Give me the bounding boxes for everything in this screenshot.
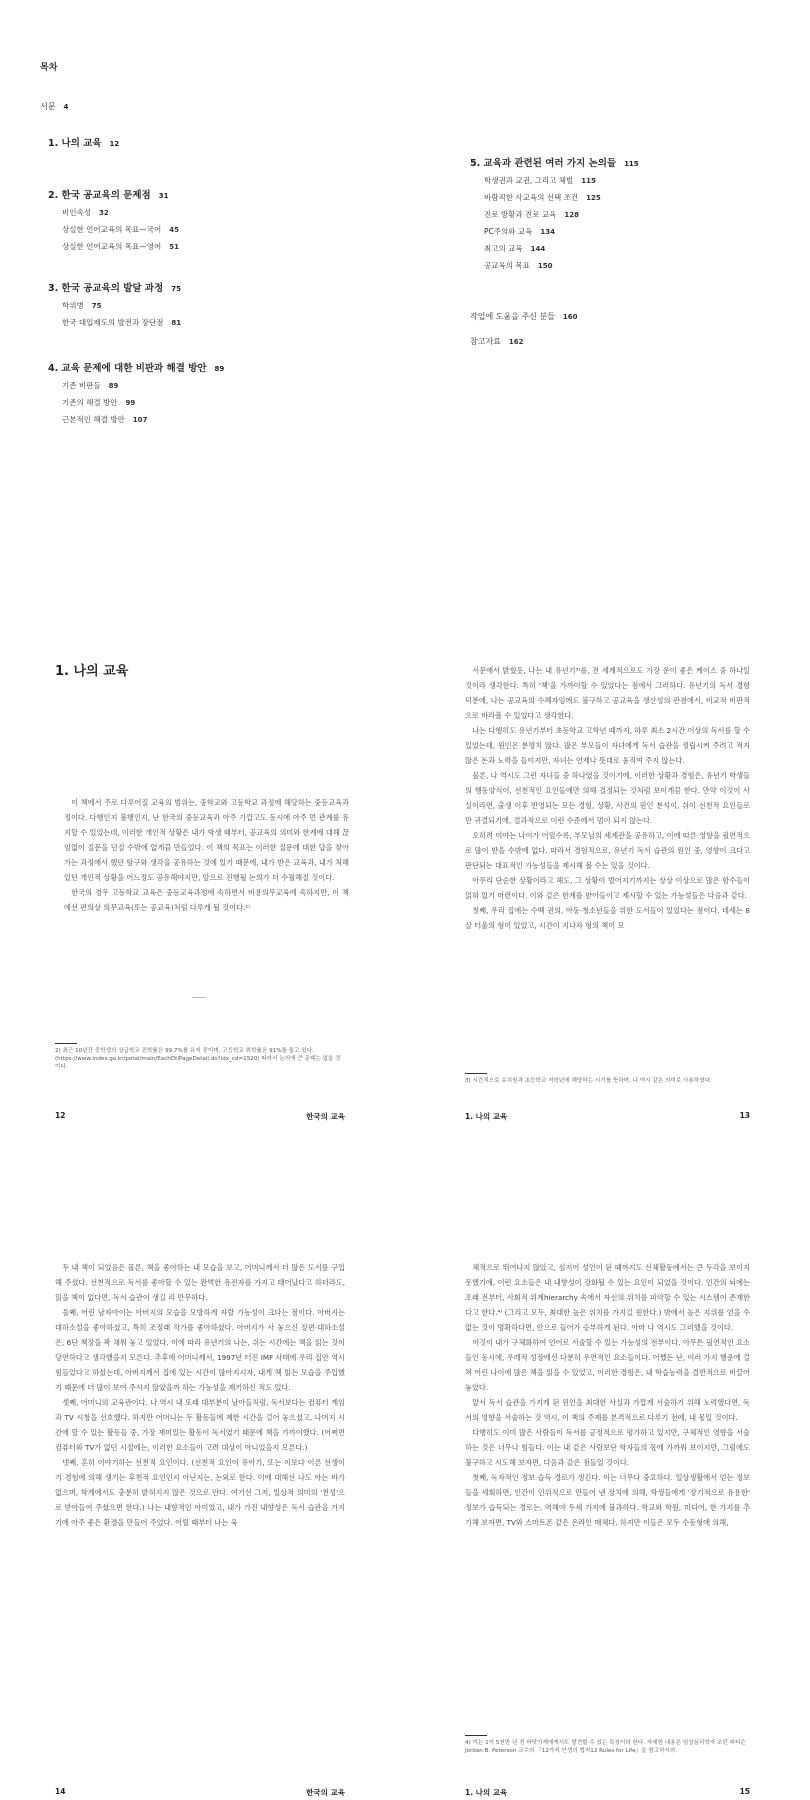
footnote: 3) 시간적으로 유치원과 초등학교 저학년에 해당하는 시기를 뜻하며, 나 역시 같은 의미로 사용하였다. — [465, 1078, 712, 1084]
footnote: 2) 최근 10년간 중학생의 상급학교 진학률은 99.7%를 유지 중이며, 고등학교 취학률은 91%를 돌고 있다. (https://www.index.go.kr/potal/main/EachDtlPageDetail.do?idx_cd=1520) 따라서 논의에 큰 문제는 없을 것이다. — [55, 1048, 341, 1070]
paragraph: 셋째, 어머니의 교육관이다. 나 역시 내 또래 대부분이 남아들처럼, 독서보다는 컴퓨터 게임과 TV 시청을 선호했다. 하지만 어머니는 두 활동들에 제한 시간을 걸어 놓으셨고, 나머지 시간에 할 수 있는 활동들 중, 가장 재미있는 활동이 독서였기 때문에 책을 가까이했다. (어쩌면 컴퓨터와 TV가 없던 시절에는, 이러한 요소들이 고려 대상이 아니었을지 모른다.) — [55, 1398, 345, 1452]
footnote-rule — [465, 1073, 487, 1074]
section-divider — [192, 997, 206, 998]
paragraph: 이것이 내가 구체화하여 언어로 서술할 수 있는 가능성의 전부이다. 아무튼 필연적인 요소들인 동시에, 우례적 성장에선 다분히 우연적인 요소들이다. 어쨌든 난, 이러 가지 행운에 걸쳐 어린 나이에 많은 책을 읽을 수 있었고, 이러한 경험은, 내 학습능력을 결반적으로 비끌어 놓았다. — [465, 1338, 750, 1392]
toc-chapter-title: 5. 교육과 관련된 여러 가지 논의들 — [470, 158, 617, 169]
paragraph: 첫째, 우리 집에는 수백 권의, 아동·청소년들을 위한 도서들이 있었다는 점이다. 네세는 8살 터울의 형이 있었고, 시간이 지나자 형의 책이 모 — [465, 906, 750, 930]
toc-section[interactable]: 상실한 언어교육의 목표—영어 51 — [62, 242, 179, 251]
running-title: 1. 나의 교육 — [465, 1112, 508, 1121]
toc-page-number: 4 — [63, 103, 69, 111]
toc-section[interactable]: 상실한 언어교육의 목표—국어 45 — [62, 225, 179, 234]
toc-section[interactable]: 진로 방황과 진로 교육 128 — [484, 210, 579, 219]
toc-left-column — [48, 135, 224, 455]
footnote-rule — [55, 1043, 77, 1044]
toc-page-number: 75 — [171, 285, 181, 293]
page-body — [465, 1260, 750, 1530]
paragraph: 넷째, 흔히 이야기하는 선천적 요인이다. (선천적 요인이 유아기, 또는 이보다 이른 선생이기 경험에 의해 생기는 후천적 요인인지 아닌지는, 논외로 한다. 이에 대해선 나도 아는 바가 없으며, 학계에서도 충분히 밝혀지지 않은 것으로 안다. 여기선 그저, 일상적 의미의 '천성'으로 받아들여 주셨으면 한다.) 나는 내향적인 아이였고, 내가 가진 내향성은 독서 습관을 가지기에 아주 좋은 환경을 만들어 주었다. 어릴 때부터 나는 육 — [55, 1458, 345, 1527]
toc-extra-references[interactable]: 참고자료 162 — [470, 337, 524, 346]
paragraph: 체적으로 뛰어나지 않았고, 심지어 성인이 된 때까지도 신체활동에서는 큰 두각을 보이지 못했기에, 이런 요소들은 내 내향성이 강화될 수 있는 요인이 되었을 것이다. 인간의 뇌에는 오래 전부터, 사회적 위계hierarchy 속에서 자신의 위치를 파악할 수 있는 시스템이 존재한다고 한다.⁴⁾ (그리고 모두, 최대한 높은 위치를 가지길 원한다.) 밖에서 높은 지위를 얻을 수 없는 것이 명확하다면, 안으로 들어가 승부하게 된다. 아마 나 역시도 그러했을 것이다. — [465, 1263, 750, 1332]
toc-section[interactable]: 비인속성 32 — [62, 208, 109, 217]
toc-extra-acknowledgements[interactable]: 작업에 도움을 주신 분들 160 — [470, 312, 578, 321]
toc-section[interactable]: 최고의 교육 144 — [484, 244, 546, 253]
page-number: 12 — [55, 1111, 66, 1120]
page-12 — [0, 660, 405, 1121]
paragraph: 앞서 독서 습관을 가지게 된 원인을 최대한 사실과 가깝게 서술하기 위해 노력했다면, 독서의 영향을 서술하는 것 역시, 이 책의 주제를 본격적으로 다루기 전에, 내 몫일 것이다. — [465, 1398, 750, 1422]
toc-chapter[interactable] — [48, 360, 224, 425]
toc-section[interactable]: 학위병 75 — [62, 301, 102, 310]
toc-page-number: 115 — [624, 160, 639, 168]
paragraph: 두 내 책이 되었음은 물론, 책을 좋아하는 내 모습을 보고, 어머니께서 더 많은 도서를 구입해 주셨다. 선천적으로 독서를 좋아할 수 있는 완벽한 유전자를 가지고 태어났다고 하더라도, 읽을 책이 없다면, 독서 습관이 생길 리 만무하다. — [55, 1263, 345, 1302]
paragraph: 서문에서 밝혔듯, 나는 내 유년기³⁾를, 전 세계적으로도 가장 운이 좋은 케이스 중 하나일 것이라 생각한다. 특히 '책'을 가까이할 수 있었다는 점에서 그러하다. 유년기의 독서 경험 덕분에, 나는 공교육의 수혜자임에도 불구하고 공교육을 생산성의 관점에서, 비교적 비판적으로 바라볼 수 있었다고 생각한다. — [465, 666, 750, 720]
toc-page-number: 31 — [158, 192, 169, 200]
toc-chapter-title: 1. 나의 교육 — [48, 138, 102, 149]
page-body — [465, 663, 750, 933]
toc-section[interactable]: 기존의 해결 방안 99 — [62, 398, 136, 407]
toc-section[interactable]: 바람직한 사교육의 선택 조건 125 — [484, 193, 601, 202]
chapter-heading: 1. 나의 교육 — [55, 664, 129, 679]
page-13 — [405, 660, 810, 1121]
page-number: 13 — [739, 1111, 750, 1120]
footnote: 4) 이는 1억 5천만 년 전 바닷가재에게서도 발견할 수 있는 특징이라 한다. 자세한 내용은 임상심리학자 조던 피터슨Jordan B. Peterson 교수의 『12가지 인생의 법칙12 Rules for Life』을 참고하시라. — [465, 1740, 746, 1754]
toc-section[interactable]: 학생권과 교권, 그리고 체벌 115 — [484, 176, 596, 185]
paragraph: 다행히도 이미 많은 사람들이 독서를 긍정적으로 평가하고 있지만, 구체적인 영향을 서술하는 것은 너무나 힘들다. 이는 내 같은 사람보단 학자들의 몫에 가까워 보이지만, 그럼에도 불구하고 시도해 보자면, 다음과 같은 점들일 것이다. — [465, 1428, 750, 1467]
toc-page-number: 89 — [214, 365, 225, 373]
page-15 — [405, 1260, 810, 1797]
running-title: 한국의 교육 — [306, 1112, 345, 1121]
paragraph: 물론, 나 역시도 그런 자녀들 중 하나였을 것이기에, 이러한 상황과 경험은, 유년기 학생들의 행동양식이, 선천적인 요인들에만 의해 결정되는 것처럼 보이게끔 한다. 만약 이것이 사실이라면, 출생 이후 반영되는 모든 경험, 상황, 사건의 원인 분석이, 쉬이 선천적 요인들로만 귀결되기에, 결과적으로 이런 수준에서 멈이 되지 않는다. — [465, 771, 750, 825]
paragraph: 한국의 경우 고등학교 교육은 중등교육과정에 속하면서 비용의무교육에 속하지만, 이 책에선 편의상 의무교육(또는 공교육)처럼 다루게 될 것이다.²⁾ — [64, 888, 349, 912]
toc-chapter[interactable] — [48, 187, 224, 252]
toc-section[interactable]: PC주의와 교육 134 — [484, 227, 555, 236]
page-number: 15 — [739, 1787, 750, 1796]
toc-section[interactable]: 근본적인 해결 방안 107 — [62, 415, 148, 424]
paragraph: 이 책에서 주로 다루어질 교육의 범위는, 중학교와 고등학교 과정에 해당하는 중등교육과정이다. 다행인지 불행인지, 난 한국의 중등교육과 아주 가깝고도 동시에 아주 먼 관계를 유지할 수 있었는데, 이러한 개인적 상황은 내가 학생 때부터, 공교육의 의미와 한계에 대해 끊임없이 질문을 던질 수밖에 없게끔 만들었다. 이 책의 목표는 이러한 질문에 대한 답을 찾아가는 과정에서 했던 탐구와 생각을 공유하는 것에 있기 때문에, 내가 받은 교육과, 내가 처해 있던 개인적 상황을 어느정도 공유해야지만, 앞으로 진행될 논의가 더 수월해질 것이다. — [64, 798, 349, 882]
toc-right-column — [470, 155, 639, 353]
page-body — [64, 795, 349, 915]
toc-section[interactable]: 공교육의 목표 150 — [484, 261, 553, 270]
toc-section[interactable]: 한국 대입제도의 발전과 장단점 81 — [62, 318, 182, 327]
toc-sheet — [0, 0, 810, 520]
paragraph: 오히려 이야는 나이가 어릴수록, 부모님의 세계관을 공유하고, 이에 따른 영향을 필연적으로 많이 받을 수밖에 없다. 따라서 경험적으로, 유년기 독서 습관의 원인 중, 영향이 크다고 판단되는 대표적인 가능성들을 제시해 볼 수는 있을 것이다. — [465, 831, 750, 870]
running-title: 한국의 교육 — [306, 1788, 345, 1797]
toc-title: 목차 — [40, 63, 58, 73]
toc-preface-label: 서문 — [40, 102, 56, 111]
paragraph: 첫째, 독자적인 정보 습득 경로가 생긴다. 이는 너무나 중요하다. 일상생활에서 얻는 정보들을 세회하면, 인간이 인위적으로 만들어 낸 장치에 의해, 학생들에게 '장기적으로 유용한' 정보가 습득되는 경로는, 역해야 두세 가지에 불과하다. 학교와 학원, 미디어, 한 가지를 추가해 보자면, TV와 스마트폰 같은 온라인 매체다. 하지만 이들은 모두 수동형에 의해, — [465, 1473, 750, 1527]
paragraph: 둘째, 어린 남자아이는 아버지의 모습을 모방하게 자랄 가능성이 크다는 점이다. 아버지는 대하소설을 좋아하셨고, 특히 조정래 작가를 좋아하셨다. 아버지가 사 놓으신 장편·대하소설은, 6단 책장을 꽉 채워 놓고 있었다. 이에 따라 유년기의 나는, 쉬는 시간에는 책을 읽는 것이 당연하다고 생각했을지 모른다. 추후에 어머니께서, 1997년 터진 IMF 사태에 우리 집안 역시 힘들었다고 하셨는데, 아버지께서 집에 있는 시간이 많아지시자, 내게 책 읽는 모습을 주입했기 때문에 더 많이 보여 주시지 않았을까 하는 가능성을 제기하신 적도 있다. — [55, 1308, 345, 1392]
toc-page-number: 12 — [109, 140, 120, 148]
paragraph: 나는 다행히도 유년기부터 초등학교 고학년 때까지, 하루 최소 2시간 이상의 독서를 할 수 있었는데, 원인은 분명치 않다. 많은 부모들이 자녀에게 독서 습관을 정립시켜 주려고 적지 않은 돈과 노력을 들이지만, 자녀는 언제나 뜻대로 움직여 주지 않는다. — [465, 726, 750, 765]
running-title: 1. 나의 교육 — [465, 1788, 508, 1797]
page-body — [55, 1260, 345, 1530]
toc-chapter[interactable] — [48, 280, 224, 328]
toc-chapter-title: 3. 한국 공교육의 발달 과정 — [48, 283, 164, 294]
page-number: 14 — [55, 1787, 66, 1796]
toc-preface[interactable] — [40, 101, 68, 112]
toc-chapter-title: 4. 교육 문제에 대한 비판과 해결 방안 — [48, 363, 207, 374]
toc-chapter-title: 2. 한국 공교육의 문제점 — [48, 190, 151, 201]
toc-chapter[interactable] — [470, 155, 639, 271]
toc-chapter[interactable] — [48, 135, 224, 149]
footnote-rule — [465, 1735, 487, 1736]
toc-section[interactable]: 기존 비판들 89 — [62, 381, 119, 390]
paragraph: 아무리 단순한 상황이라고 해도, 그 상황이 벌어지기까지는 상상 이상으로 많은 함수들이 얽혀 있기 마련이다. 이와 같은 한계를 받아들이고 제시할 수 있는 가능성들은 다음과 같다. — [465, 876, 750, 900]
page-14 — [0, 1260, 405, 1797]
